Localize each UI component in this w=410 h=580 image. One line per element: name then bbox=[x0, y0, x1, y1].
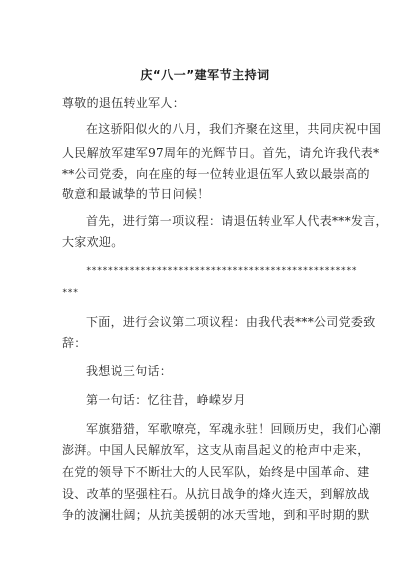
separator-stars: ************************************************** bbox=[86, 266, 357, 276]
paragraph-line: 辞： bbox=[62, 336, 87, 350]
salutation: 尊敬的退伍转业军人： bbox=[62, 96, 186, 110]
paragraph-line: 在这骄阳似火的八月，我们齐聚在这里，共同庆祝中国 bbox=[86, 122, 382, 136]
paragraph-line: 争的波澜壮阔；从抗美援朝的冰天雪地，到和平时期的默 bbox=[62, 508, 370, 522]
paragraph-line: 在党的领导下不断壮大的人民军队，始终是中国革命、建 bbox=[62, 465, 370, 479]
paragraph-line: 设、改革的坚强柱石。从抗日战争的烽火连天，到解放战 bbox=[62, 487, 370, 501]
paragraph-line: 首先，进行第一项议程：请退伍转业军人代表***发言， bbox=[86, 214, 388, 228]
document-title: 庆“八一”建军节主持词 bbox=[140, 68, 270, 82]
paragraph-line: 大家欢迎。 bbox=[62, 235, 124, 249]
paragraph-line: 第一句话：忆往昔，峥嵘岁月 bbox=[86, 393, 246, 407]
paragraph-line: 下面，进行会议第二项议程：由我代表***公司党委致 bbox=[86, 315, 376, 329]
paragraph-line: 澎湃。中国人民解放军，这支从南昌起义的枪声中走来， bbox=[62, 443, 370, 457]
paragraph-line: 军旗猎猎，军歌嘹亮，军魂永驻！回顾历史，我们心潮 bbox=[86, 422, 382, 436]
paragraph-line: **公司党委，向在座的每一位转业退伍军人致以最崇高的 bbox=[62, 167, 370, 181]
paragraph-line: 人民解放军建军97周年的光辉节日。首先，请允许我代表* bbox=[62, 146, 380, 160]
paragraph-line: 敬意和最诚挚的节日问候！ bbox=[62, 187, 210, 201]
paragraph-line: 我想说三句话： bbox=[86, 364, 173, 378]
separator-stars: *** bbox=[62, 288, 79, 298]
